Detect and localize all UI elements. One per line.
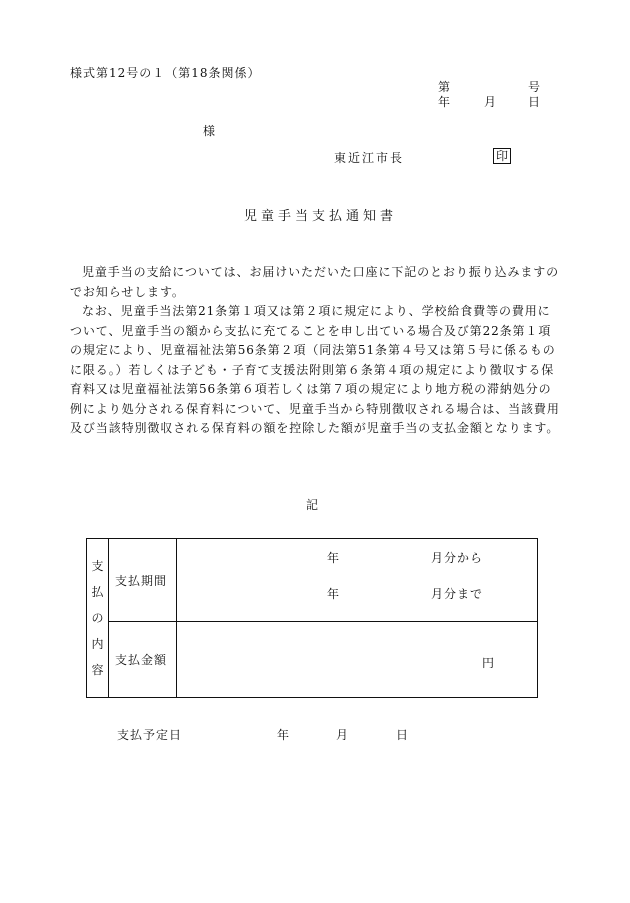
section-char: 内 (91, 637, 104, 651)
scheduled-month: 月 (336, 728, 349, 742)
period-to-month: 月分まで (431, 587, 484, 601)
scheduled-year: 年 (277, 728, 290, 742)
period-to-year: 年 (327, 587, 340, 601)
section-label (87, 539, 109, 698)
amount-value (177, 622, 538, 698)
section-char: 支 (91, 559, 104, 573)
date-month: 月 (484, 95, 497, 109)
addressee-suffix: 様 (203, 124, 216, 138)
body-text (70, 263, 560, 439)
period-value (177, 539, 538, 622)
payment-content-table (86, 538, 538, 698)
section-char: 容 (91, 663, 104, 677)
doc-number-suffix: 号 (528, 80, 541, 94)
seal-text: 印 (493, 148, 511, 164)
payment-period-row (87, 539, 538, 622)
scheduled-day: 日 (396, 728, 409, 742)
form-number: 様式第12号の１（第18条関係） (70, 66, 261, 80)
seal-mark (493, 148, 511, 164)
paragraph-1: 児童手当の支給については、お届けいただいた口座に下記のとおり振り込みますのでお知らせします。 (70, 265, 560, 299)
paragraph-2: なお、児童手当法第21条第１項又は第２項に規定により、学校給食費等の費用について、児童手当の額から支払に充てることを申し出ている場合及び第22条第１項の規定により、児童福祉法第56条第２項（同法第51条第４号又は第５号に係るものに限る。）若しくは子ども・子育て支援法附則第６条第４項の規定により徴収する保育料又は児童福祉法第56条第６項若しくは第７項の規定により地方税の滞納処分の例により処分される保育料について、児童手当から特別徴収される場合は、当該費用及び当該特別徴収される保育料の額を控除した額が児童手当の支払金額となります。 (70, 304, 560, 435)
doc-number-prefix: 第 (438, 80, 451, 94)
section-char: の (91, 611, 104, 625)
date-year: 年 (438, 95, 451, 109)
ki-heading: 記 (306, 498, 319, 512)
scheduled-date-label: 支払予定日 (117, 728, 183, 742)
amount-label: 支払金額 (109, 622, 177, 698)
amount-unit: 円 (482, 656, 495, 670)
section-char: 払 (91, 585, 104, 599)
period-label: 支払期間 (109, 539, 177, 622)
period-from-year: 年 (327, 551, 340, 565)
date-day: 日 (528, 95, 541, 109)
document-title: 児童手当支払通知書 (244, 209, 398, 224)
payment-amount-row (87, 622, 538, 698)
issuer: 東近江市長 (334, 151, 405, 165)
period-from-month: 月分から (431, 551, 484, 565)
